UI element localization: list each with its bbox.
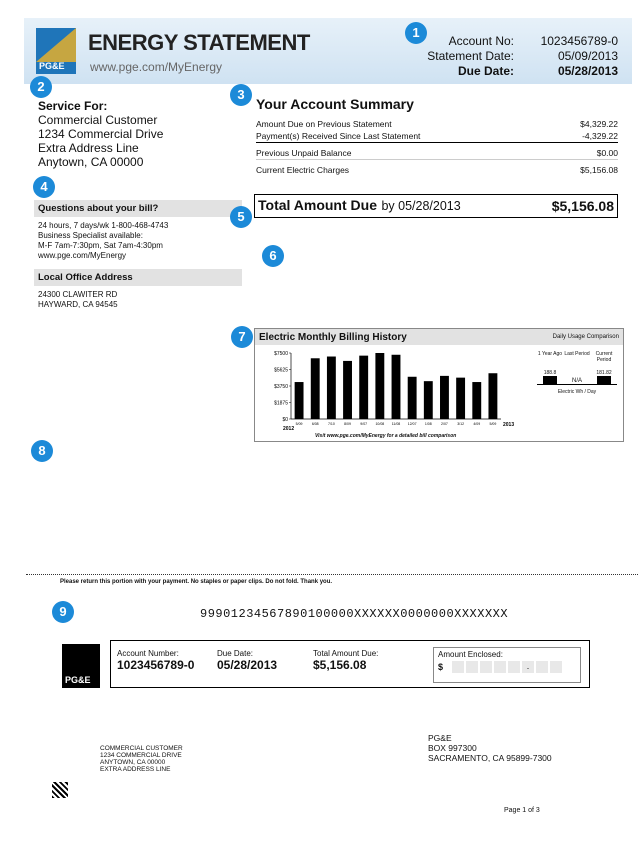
x-end-year: 2013 xyxy=(503,422,515,428)
website-link[interactable]: www.pge.com/MyEnergy xyxy=(90,60,223,74)
x-tick-label: 3/12 xyxy=(457,422,465,426)
summary-row: Previous Unpaid Balance $0.00 xyxy=(256,148,618,158)
history-title: Electric Monthly Billing History xyxy=(259,331,407,343)
service-address: Service For: Commercial Customer 1234 Commercial Drive Extra Address Line Anytown, CA 00000 xyxy=(38,99,164,169)
callout-badge-7: 7 xyxy=(231,326,253,348)
payment-coupon xyxy=(110,640,590,688)
total-amount-due: Total Amount Due by 05/28/2013 $5,156.08 xyxy=(254,194,618,218)
callout-badge-4: 4 xyxy=(33,176,55,198)
page-number: Page 1 of 3 xyxy=(504,807,540,814)
customer-mailing-address: COMMERCIAL CUSTOMER 1234 COMMERCIAL DRIVE ANYTOWN, CA 00000 EXTRA ADDRESS LINE xyxy=(100,745,183,773)
coupon-account: Account Number: 1023456789-0 xyxy=(117,649,195,672)
y-tick-label: $5625 xyxy=(274,367,288,374)
y-tick-label: $0 xyxy=(282,417,288,423)
chart-bar xyxy=(472,382,481,419)
x-tick-label: 6/08 xyxy=(311,422,319,426)
y-tick-label: $3750 xyxy=(274,384,288,390)
callout-badge-5: 5 xyxy=(230,206,252,228)
coupon-total: Total Amount Due: $5,156.08 xyxy=(313,649,379,672)
summary-row: Amount Due on Previous Statement $4,329.22 xyxy=(256,119,618,129)
callout-badge-8: 8 xyxy=(31,440,53,462)
account-values xyxy=(520,34,618,79)
callout-badge-3: 3 xyxy=(230,84,252,106)
chart-bar xyxy=(456,378,465,419)
x-start-year: 2012 xyxy=(283,426,295,432)
summary-row: Current Electric Charges $5,156.08 xyxy=(256,165,618,175)
y-tick-label: $7500 xyxy=(274,351,288,357)
return-note: Please return this portion with your payment. No staples or paper clips. Do not fold. Thank you. xyxy=(60,579,333,585)
x-tick-label: 1/08 xyxy=(424,422,432,426)
due-date: 05/28/2013 xyxy=(557,64,618,78)
qr-code xyxy=(52,782,68,798)
statement-title: ENERGY STATEMENT xyxy=(88,30,310,55)
chart-bar xyxy=(392,355,401,419)
office-heading: Local Office Address xyxy=(34,269,242,286)
questions-heading: Questions about your bill? xyxy=(34,200,242,217)
chart-bar xyxy=(440,376,449,419)
daily-usage-comparison: 1 Year Ago Last Period Current Period 188.8 N/A 181.82 Electric Wh / Day xyxy=(537,351,617,395)
x-tick-label: 12/07 xyxy=(407,422,417,426)
x-tick-label: 5/09 xyxy=(295,422,303,426)
pge-remit-address: PG&E BOX 997300 SACRAMENTO, CA 95899-7300 xyxy=(428,733,552,763)
chart-bar xyxy=(375,353,384,419)
x-tick-label: 2/07 xyxy=(441,422,448,426)
total-value: $5,156.08 xyxy=(551,198,614,214)
billing-history xyxy=(254,328,624,442)
x-tick-label: 11/08 xyxy=(391,422,401,426)
billing-chart xyxy=(255,345,525,441)
chart-bar xyxy=(311,358,320,419)
scan-line: 99901234567890100000XXXXXX0000000XXXXXXX xyxy=(200,607,509,621)
history-note: Visit www.pge.com/MyEnergy for a detailed bill comparison xyxy=(315,433,457,439)
pge-logo: PG&E xyxy=(36,28,76,74)
pge-logo-remit: PG&E xyxy=(62,644,100,688)
coupon-due-date: Due Date: 05/28/2013 xyxy=(217,649,278,672)
callout-badge-2: 2 xyxy=(30,76,52,98)
questions-website[interactable]: www.pge.com/MyEnergy xyxy=(38,251,127,260)
chart-bar xyxy=(295,382,304,419)
callout-badge-9: 9 xyxy=(52,601,74,623)
chart-bar xyxy=(343,361,352,419)
account-number: 1023456789-0 xyxy=(540,34,618,48)
tear-line xyxy=(26,574,638,575)
chart-bar xyxy=(359,356,368,419)
account-labels: Account No: Statement Date: Due Date: xyxy=(427,34,514,78)
callout-badge-1: 1 xyxy=(405,22,427,44)
chart-bar xyxy=(488,373,497,419)
x-tick-label: 5/09 xyxy=(489,422,497,426)
x-tick-label: 4/09 xyxy=(473,422,481,426)
x-tick-label: 10/08 xyxy=(375,422,385,426)
amount-enclosed-box[interactable]: Amount Enclosed: $ . xyxy=(433,647,581,683)
y-tick-label: $1875 xyxy=(274,400,288,407)
callout-badge-6: 6 xyxy=(262,245,284,267)
chart-bar xyxy=(424,381,433,419)
x-tick-label: 8/09 xyxy=(344,422,351,426)
x-tick-label: 9/07 xyxy=(360,422,368,426)
comparison-title: Daily Usage Comparison xyxy=(552,334,619,340)
summary-title: Your Account Summary xyxy=(256,96,414,112)
summary-row: Payment(s) Received Since Last Statement -4,329.22 xyxy=(256,131,618,141)
x-tick-label: 7/10 xyxy=(327,422,335,426)
chart-bar xyxy=(408,377,417,419)
chart-bar xyxy=(327,357,336,419)
statement-date: 05/09/2013 xyxy=(557,49,618,63)
questions-section: Questions about your bill? 24 hours, 7 days/wk 1-800-468-4743 Business Specialist available: M-F 7am-7:30pm, Sat 7am-4:30pm www.pge.com/MyEnergy Local Office Address 24300 CLAWITER RD HAYWARD, CA 94545 xyxy=(34,200,242,314)
account-summary xyxy=(256,96,618,176)
